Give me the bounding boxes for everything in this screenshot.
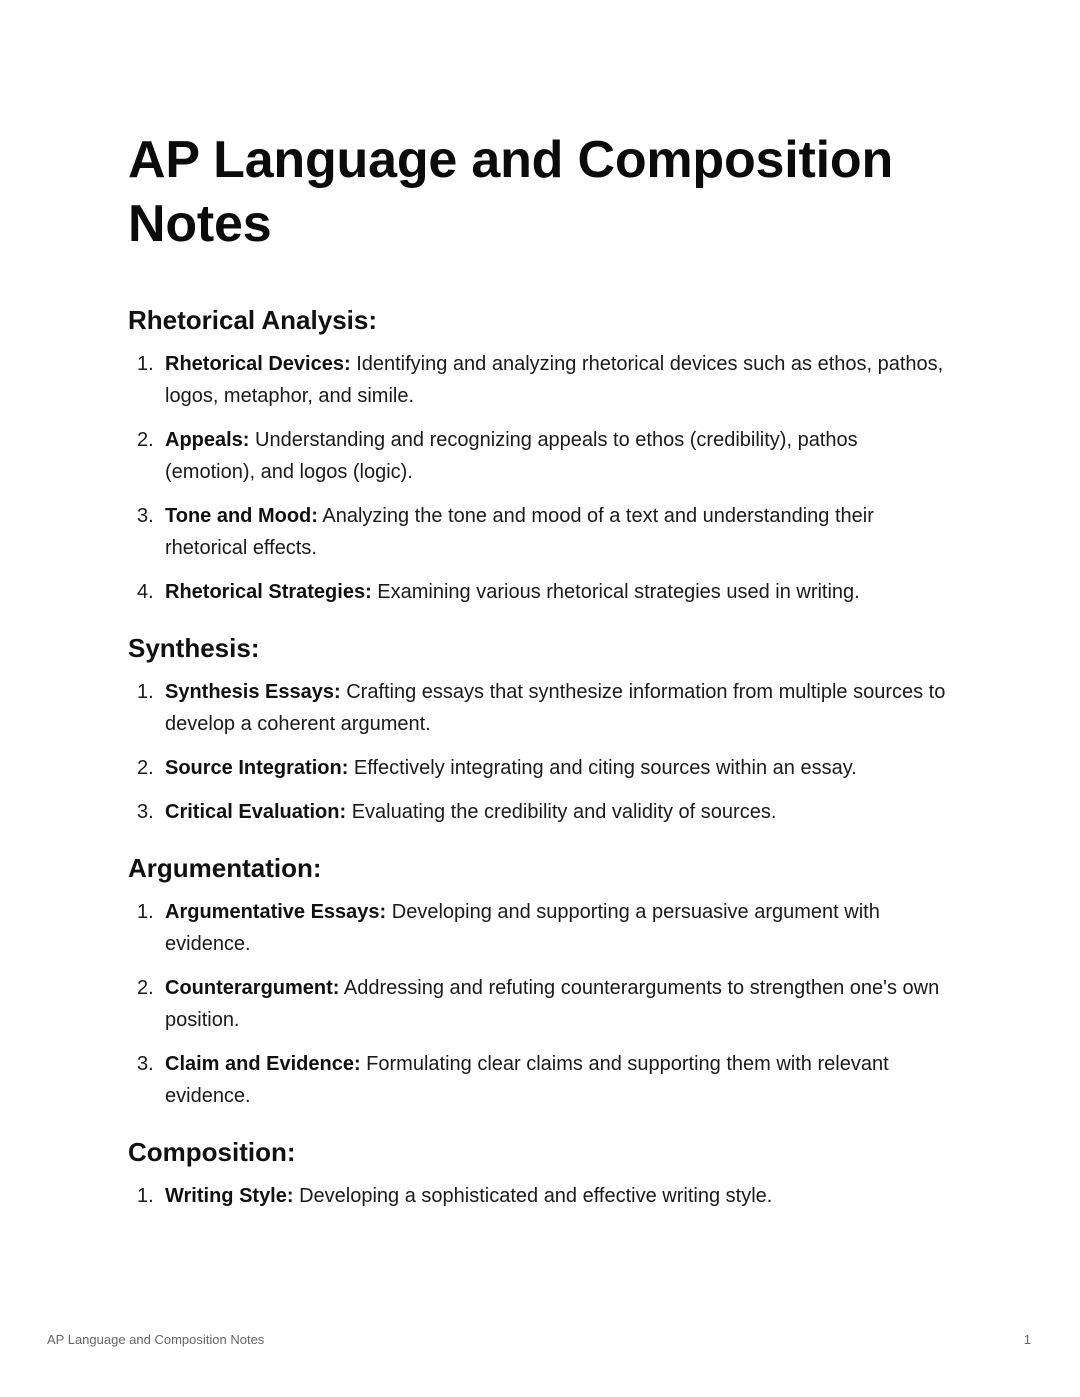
page-title: AP Language and Composition Notes [128,131,894,253]
section-heading: Argumentation: [128,853,322,883]
section-synthesis [128,632,948,828]
list-item [128,576,948,608]
list-number: 1. [137,681,154,703]
list-number: 3. [137,1053,154,1075]
section-heading: Synthesis: [128,633,260,663]
footer-document-name: AP Language and Composition Notes [47,1332,265,1347]
list-item [128,348,948,412]
footer-page-number: 1 [1023,1332,1031,1347]
list-term: Critical Evaluation: [165,801,347,823]
list-number: 2. [137,429,154,451]
list-text: Analyzing the tone and mood of a text and understanding their rhetorical effects. [165,505,874,559]
list-text: Crafting essays that synthesize information from multiple sources to develop a coherent argument. [165,681,946,735]
list-text: Evaluating the credibility and validity of sources. [346,801,777,823]
list-term: Counterargument: [165,977,340,999]
numbered-list [128,676,948,828]
section-rhetorical-analysis [128,304,948,608]
section-argumentation [128,852,948,1112]
numbered-list [128,348,948,608]
list-item [128,752,948,784]
section-composition [128,1136,948,1212]
numbered-list [128,1180,948,1212]
list-text: Identifying and analyzing rhetorical devices such as ethos, pathos, logos, metaphor, and simile. [165,353,944,407]
list-item [128,972,948,1036]
list-term: Writing Style: [165,1185,294,1207]
list-item [128,500,948,564]
list-number: 1. [137,1185,154,1207]
list-term: Rhetorical Strategies: [165,581,372,603]
list-number: 2. [137,977,154,999]
list-item [128,676,948,740]
section-heading: Rhetorical Analysis: [128,305,378,335]
list-term: Claim and Evidence: [165,1053,361,1075]
section-heading: Composition: [128,1137,296,1167]
list-term: Appeals: [165,429,250,451]
list-number: 1. [137,353,154,375]
list-term: Synthesis Essays: [165,681,341,703]
list-item [128,796,948,828]
list-number: 3. [137,505,154,527]
list-number: 2. [137,757,154,779]
numbered-list [128,896,948,1112]
document-page [128,128,948,1236]
list-item [128,1180,948,1212]
list-term: Tone and Mood: [165,505,318,527]
list-item [128,896,948,960]
list-text: Effectively integrating and citing sources within an essay. [348,757,857,779]
list-number: 4. [137,581,154,603]
list-term: Argumentative Essays: [165,901,387,923]
list-number: 3. [137,801,154,823]
list-term: Rhetorical Devices: [165,353,351,375]
list-text: Formulating clear claims and supporting them with relevant evidence. [165,1053,889,1107]
list-text: Examining various rhetorical strategies used in writing. [371,581,860,603]
list-item [128,424,948,488]
list-item [128,1048,948,1112]
list-text: Developing a sophisticated and effective writing style. [293,1185,773,1207]
list-text: Developing and supporting a persuasive argument with evidence. [165,901,880,955]
list-text: Understanding and recognizing appeals to ethos (credibility), pathos (emotion), and logos (logic). [165,429,858,483]
list-number: 1. [137,901,154,923]
list-text: Addressing and refuting counterarguments to strengthen one's own position. [165,977,940,1031]
list-term: Source Integration: [165,757,349,779]
